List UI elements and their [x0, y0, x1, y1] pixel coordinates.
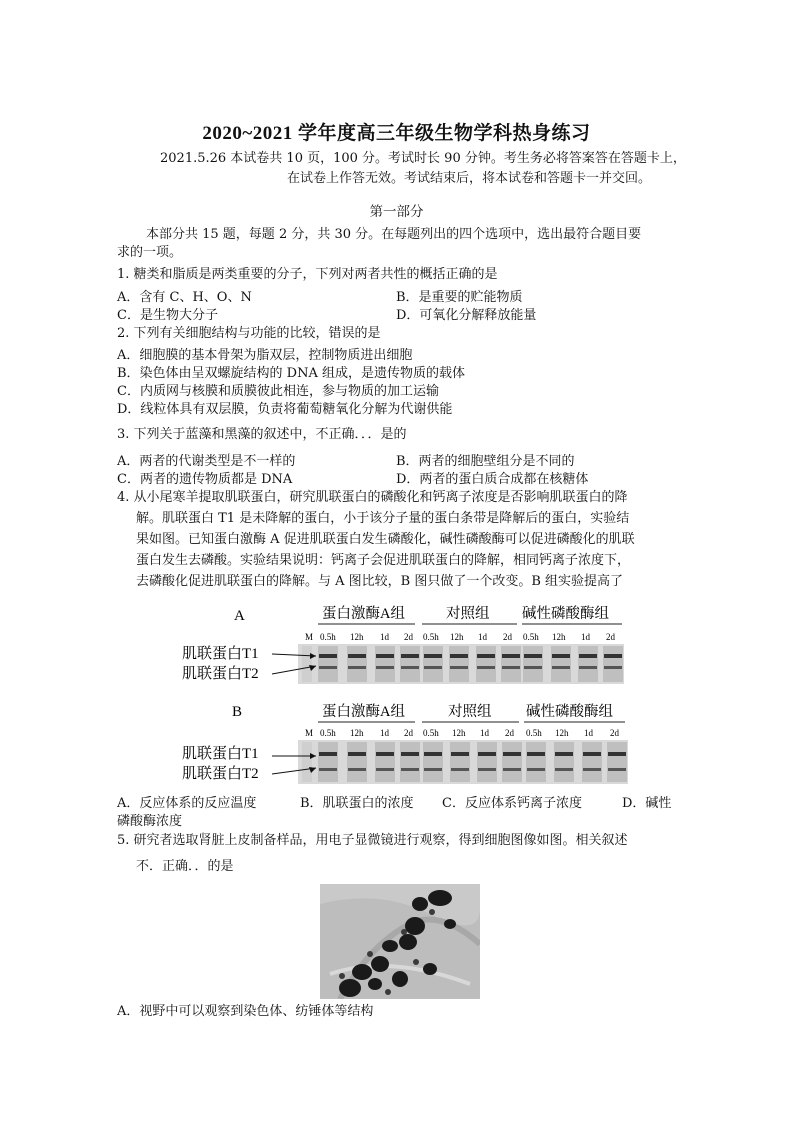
time-label: 12h: [552, 632, 566, 642]
q1-stem: 1. 糖类和脂质是两类重要的分子，下列对两者共性的概括正确的是: [117, 267, 498, 282]
time-label: 12h: [350, 728, 364, 738]
band-t2: [579, 666, 597, 669]
panel-b-t1-label: 肌联蛋白T1: [182, 746, 259, 762]
band-t2: [527, 768, 545, 771]
panel-a-t1-label: 肌联蛋白T1: [182, 646, 259, 662]
q1-option-b: B．是重要的贮能物质: [396, 290, 523, 305]
micrograph-image: [320, 884, 480, 999]
time-label: 1d: [478, 632, 487, 642]
q5-stem-line-1: 5. 研究者选取肾脏上皮制备样品，用电子显微镜进行观察，得到细胞图像如图。相关叙述: [117, 833, 628, 848]
time-label: 0.5h: [526, 728, 542, 738]
gel-lane: [423, 646, 443, 682]
band-t1: [478, 752, 496, 756]
panel-b-t2-label: 肌联蛋白T2: [182, 766, 259, 782]
gel-lane: [318, 742, 338, 782]
panel-a-group-phosphatase: 碱性磷酸酶组: [522, 606, 609, 622]
band-t2: [502, 666, 520, 669]
q1-option-c: C．是生物大分子: [117, 308, 218, 323]
time-label: 12h: [350, 632, 364, 642]
time-label: 0.5h: [320, 728, 336, 738]
band-t2: [348, 666, 366, 669]
gel-lane: [423, 742, 443, 782]
gel-lane: [523, 646, 543, 682]
band-t2: [450, 666, 468, 669]
q3-stem: 3. 下列关于蓝藻和黑藻的叙述中，不正确．．．是的: [117, 427, 407, 442]
marker-lane: [302, 646, 312, 682]
gel-lane: [375, 742, 395, 782]
gel-lane: [375, 646, 395, 682]
q4-option-d: D．碱性: [622, 796, 672, 811]
panel-a-t2-label: 肌联蛋白T2: [182, 666, 259, 682]
band-t2: [583, 768, 601, 771]
q1-option-a: A．含有 C、H、O、N: [117, 290, 252, 305]
q3-option-a: A．两者的代谢类型是不一样的: [117, 454, 296, 469]
panel-b-group-phosphatase: 碱性磷酸酶组: [526, 704, 613, 720]
time-label: 1d: [380, 632, 389, 642]
q5-stem-line-2: 不．正确．．的是: [136, 859, 234, 874]
band-t1: [555, 752, 573, 756]
band-t1: [450, 654, 468, 658]
band-t1: [348, 654, 366, 658]
panel-a-marker-label: M: [305, 632, 314, 642]
gel-lane: [607, 742, 627, 782]
panel-b-label: B: [232, 704, 243, 720]
gel-electrophoresis-figure: [170, 600, 640, 795]
q4-option-c: C．反应体系钙离子浓度: [442, 796, 582, 811]
band-t2: [401, 768, 419, 771]
band-t2: [604, 666, 622, 669]
q4-option-d-continued: 磷酸酶浓度: [117, 814, 183, 829]
part-intro-line-2: 求的一项。: [117, 245, 183, 260]
q4-stem-line-3: 果如图。已知蛋白激酶 A 促进肌联蛋白发生磷酸化，碱性磷酸酶可以促进磷酸化的肌联: [136, 532, 635, 547]
time-label: 12h: [555, 728, 569, 738]
time-label: 2d: [503, 632, 512, 642]
band-t2: [555, 768, 573, 771]
band-t1: [604, 654, 622, 658]
exam-info-line-2: 在试卷上作答无效。考试结束后，将本试卷和答题卡一并交回。: [287, 171, 652, 186]
q4-stem-line-1: 4. 从小尾寒羊提取肌联蛋白，研究肌联蛋白的磷酸化和钙离子浓度是否影响肌联蛋白的降: [117, 490, 628, 505]
panel-a-group-kinase: 蛋白激酶A组: [322, 606, 405, 622]
q4-stem-line-5: 去磷酸化促进肌联蛋白的降解。与 A 图比较，B 图只做了一个改变。B 组实验提高了: [136, 574, 624, 589]
gel-lane: [347, 742, 367, 782]
band-t1: [424, 654, 442, 658]
band-t1: [527, 752, 545, 756]
gel-lane: [400, 742, 420, 782]
panel-a-group-control: 对照组: [446, 606, 490, 622]
exam-info-line-1: 2021.5.26 本试卷共 10 页，100 分。考试时长 90 分钟。考生务必将答案答在答题卡上，: [160, 151, 686, 166]
band-t2: [376, 768, 394, 771]
band-t1: [579, 654, 597, 658]
time-label: 2d: [505, 728, 514, 738]
page-title: 2020~2021 学年度高三年级生物学科热身练习: [202, 123, 591, 144]
band-t2: [451, 768, 469, 771]
band-t2: [477, 666, 495, 669]
gel-lane: [526, 742, 546, 782]
panel-b-group-control: 对照组: [448, 704, 492, 720]
band-t1: [608, 752, 626, 756]
band-t2: [424, 666, 442, 669]
time-label: 2d: [606, 632, 615, 642]
time-label: 12h: [450, 632, 464, 642]
band-t1: [376, 752, 394, 756]
time-label: 2d: [610, 728, 619, 738]
gel-lane: [449, 646, 469, 682]
panel-b-time-labels: [320, 728, 620, 738]
band-t2: [608, 768, 626, 771]
time-label: 12h: [452, 728, 466, 738]
band-t2: [524, 666, 542, 669]
q4-option-b: B．肌联蛋白的浓度: [300, 796, 414, 811]
gel-lane: [578, 646, 598, 682]
band-t1: [451, 752, 469, 756]
gel-lane: [501, 646, 521, 682]
panel-b-group-kinase: 蛋白激酶A组: [322, 704, 405, 720]
gel-lane: [450, 742, 470, 782]
marker-lane: [302, 742, 312, 782]
q4-stem-line-4: 蛋白发生去磷酸。实验结果说明：钙离子会促进肌联蛋白的降解，相同钙离子浓度下，: [136, 553, 631, 568]
band-t1: [424, 752, 442, 756]
band-t1: [502, 654, 520, 658]
band-t2: [401, 666, 419, 669]
q4-stem-line-2: 解。肌联蛋白 T1 是未降解的蛋白，小于该分子量的蛋白条带是降解后的蛋白，实验结: [136, 511, 630, 526]
band-t2: [503, 768, 521, 771]
gel-lane: [502, 742, 522, 782]
time-label: 1d: [380, 728, 389, 738]
q3-option-b: B．两者的细胞壁组分是不同的: [396, 454, 575, 469]
time-label: 1d: [480, 728, 489, 738]
band-t2: [376, 666, 394, 669]
panel-a-time-labels: [320, 632, 616, 642]
q1-option-d: D．可氧化分解释放能量: [396, 308, 537, 323]
band-t1: [503, 752, 521, 756]
band-t1: [552, 654, 570, 658]
q2-option-c: C．内质网与核膜和质膜彼此相连，参与物质的加工运输: [117, 384, 439, 399]
gel-lane: [347, 646, 367, 682]
time-label: 0.5h: [423, 632, 439, 642]
time-label: 0.5h: [523, 632, 539, 642]
band-t2: [552, 666, 570, 669]
q2-option-a: A．细胞膜的基本骨架为脂双层，控制物质进出细胞: [117, 348, 413, 363]
panel-b-marker-label: M: [305, 728, 314, 738]
band-t2: [478, 768, 496, 771]
part-intro-line-1: 本部分共 15 题，每题 2 分，共 30 分。在每题列出的四个选项中，选出最符合题目要: [146, 227, 642, 242]
q2-option-b: B．染色体由呈双螺旋结构的 DNA 组成，是遗传物质的载体: [117, 366, 466, 381]
panel-a-label: A: [234, 608, 245, 624]
gel-lane: [603, 646, 623, 682]
band-t1: [583, 752, 601, 756]
q5-option-a: A．视野中可以观察到染色体、纺锤体等结构: [117, 1004, 374, 1019]
band-t1: [319, 752, 337, 756]
band-t1: [319, 654, 337, 658]
band-t1: [376, 654, 394, 658]
q2-stem: 2. 下列有关细胞结构与功能的比较，错误的是: [117, 326, 381, 341]
time-label: 0.5h: [320, 632, 336, 642]
q2-option-d: D．线粒体具有双层膜，负责将葡萄糖氧化分解为代谢供能: [117, 402, 453, 417]
gel-lane: [400, 646, 420, 682]
gel-lane: [554, 742, 574, 782]
time-label: 1d: [581, 632, 590, 642]
time-label: 1d: [584, 728, 593, 738]
gel-lane: [582, 742, 602, 782]
band-t1: [348, 752, 366, 756]
gel-lane: [551, 646, 571, 682]
band-t1: [401, 752, 419, 756]
time-label: 0.5h: [423, 728, 439, 738]
time-label: 2d: [404, 728, 413, 738]
gel-lane: [476, 646, 496, 682]
band-t2: [319, 768, 337, 771]
band-t1: [477, 654, 495, 658]
time-label: 2d: [404, 632, 413, 642]
gel-lane: [318, 646, 338, 682]
band-t2: [424, 768, 442, 771]
band-t1: [524, 654, 542, 658]
q3-option-d: D．两者的蛋白质合成都在核糖体: [396, 472, 589, 487]
band-t2: [319, 666, 337, 669]
gel-lane: [477, 742, 497, 782]
q3-option-c: C．两者的遗传物质都是 DNA: [117, 472, 293, 487]
band-t2: [348, 768, 366, 771]
band-t1: [401, 654, 419, 658]
q4-option-a: A．反应体系的反应温度: [117, 796, 257, 811]
part-heading: 第一部分: [369, 204, 424, 220]
